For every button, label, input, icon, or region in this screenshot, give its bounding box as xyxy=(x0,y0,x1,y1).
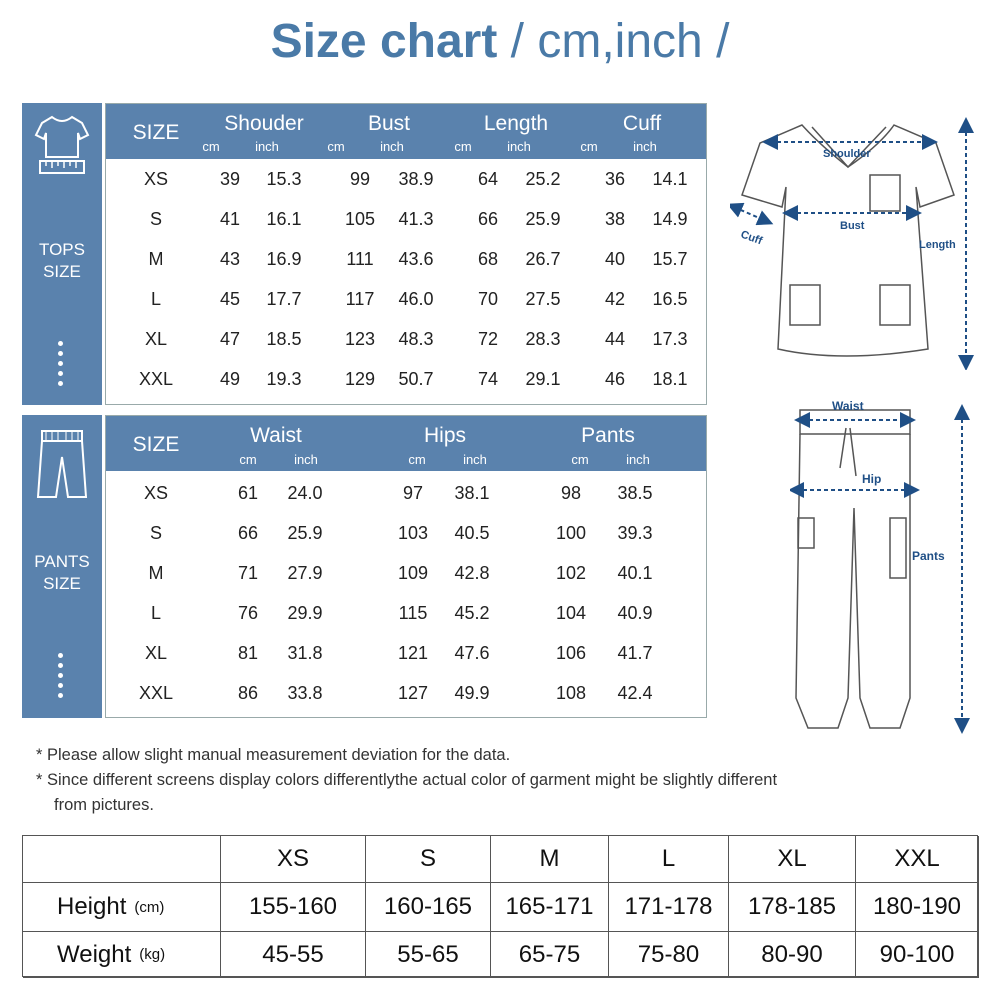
fit-size-header: XS xyxy=(221,836,366,883)
unit-cm: cm xyxy=(327,139,345,154)
height-weight-table xyxy=(22,835,978,977)
tops-value-cell: 45 xyxy=(219,289,241,309)
unit-cm: cm xyxy=(239,452,257,467)
tops-value-cell: 38 xyxy=(604,209,626,229)
fit-row-unit: (cm) xyxy=(134,898,165,916)
tops-size-table xyxy=(105,103,707,405)
tops-value-cell: 46 xyxy=(604,369,626,389)
fit-value-cell: 45-55 xyxy=(221,932,366,978)
unit-cm: cm xyxy=(454,139,472,154)
pants-value-cell: 40.9 xyxy=(617,603,653,623)
tops-size-cell: XS xyxy=(143,169,168,189)
pants-value-cell: 45.2 xyxy=(454,603,490,623)
tops-value-cell: 29.1 xyxy=(525,369,561,389)
pants-value-cell: 71 xyxy=(237,563,259,583)
tops-header-cuff: Cuff xyxy=(622,112,662,135)
pants-value-cell: 38.1 xyxy=(454,483,490,503)
pants-size-cell: XS xyxy=(143,483,168,503)
pants-value-cell: 103 xyxy=(397,523,429,543)
pants-icon xyxy=(36,429,88,501)
tops-value-cell: 64 xyxy=(477,169,499,189)
pants-value-cell: 31.8 xyxy=(287,643,323,663)
pants-value-cell: 40.5 xyxy=(454,523,490,543)
tops-value-cell: 36 xyxy=(604,169,626,189)
tops-value-cell: 15.7 xyxy=(652,249,688,269)
tops-value-cell: 41.3 xyxy=(398,209,434,229)
unit-cm: cm xyxy=(571,452,589,467)
tops-value-cell: 129 xyxy=(344,369,376,389)
pants-value-cell: 104 xyxy=(555,603,587,623)
pants-side-panel xyxy=(22,415,102,718)
dots-icon xyxy=(57,653,65,703)
pants-table-header xyxy=(106,416,706,471)
pants-value-cell: 61 xyxy=(237,483,259,503)
pants-size-cell: S xyxy=(149,523,162,543)
tops-value-cell: 14.9 xyxy=(652,209,688,229)
tops-value-cell: 16.1 xyxy=(266,209,302,229)
tops-size-cell: XL xyxy=(144,329,168,349)
tops-value-cell: 25.2 xyxy=(525,169,561,189)
pants-value-cell: 102 xyxy=(555,563,587,583)
fit-value-cell: 171-178 xyxy=(609,883,729,932)
fit-value-cell: 165-171 xyxy=(491,883,609,932)
pants-value-cell: 49.9 xyxy=(454,683,490,703)
unit-inch: inch xyxy=(633,139,657,154)
pants-side-label-1: PANTS xyxy=(34,552,90,571)
fit-row-label-text: Height xyxy=(57,893,127,920)
pants-value-cell: 97 xyxy=(402,483,424,503)
tops-value-cell: 16.5 xyxy=(652,289,688,309)
fit-size-header: XXL xyxy=(856,836,979,883)
tops-size-header: SIZE xyxy=(132,121,180,144)
tops-value-cell: 17.3 xyxy=(652,329,688,349)
pants-value-cell: 109 xyxy=(397,563,429,583)
tops-value-cell: 27.5 xyxy=(525,289,561,309)
tops-side-panel xyxy=(22,103,102,405)
tops-value-cell: 43 xyxy=(219,249,241,269)
tops-value-cell: 41 xyxy=(219,209,241,229)
waist-label: Waist xyxy=(832,399,864,413)
note-2: * Since different screens display colors differentlythe actual color of garment might be slightly different xyxy=(36,771,778,789)
fit-row-unit: (kg) xyxy=(139,946,166,963)
fit-value-cell: 55-65 xyxy=(366,932,491,978)
pants-value-cell: 40.1 xyxy=(617,563,653,583)
tops-value-cell: 39 xyxy=(219,169,241,189)
tops-value-cell: 111 xyxy=(346,249,374,269)
pants-value-cell: 106 xyxy=(555,643,587,663)
pants-side-label-2: SIZE xyxy=(43,574,81,593)
fit-row-label-text: Weight xyxy=(57,940,132,968)
length-label: Length xyxy=(919,239,956,251)
pants-size-cell: XXL xyxy=(138,683,174,703)
note-3: from pictures. xyxy=(54,796,154,814)
pants-value-cell: 121 xyxy=(397,643,429,663)
tops-value-cell: 68 xyxy=(477,249,499,269)
tops-value-cell: 16.9 xyxy=(266,249,302,269)
fit-size-header: S xyxy=(366,836,491,883)
pants-value-cell: 98 xyxy=(560,483,582,503)
fit-size-header: XL xyxy=(729,836,856,883)
unit-inch: inch xyxy=(463,452,487,467)
pants-size-header: SIZE xyxy=(132,433,180,456)
tops-value-cell: 26.7 xyxy=(525,249,561,269)
tops-size-cell: M xyxy=(148,249,164,269)
tops-side-label-1: TOPS xyxy=(39,240,85,259)
pants-header-pants: Pants xyxy=(581,424,635,447)
tops-value-cell: 18.1 xyxy=(652,369,688,389)
shirt-icon xyxy=(34,113,90,177)
tops-value-cell: 50.7 xyxy=(398,369,434,389)
fit-value-cell: 80-90 xyxy=(729,932,856,978)
fit-value-cell: 75-80 xyxy=(609,932,729,978)
tops-value-cell: 15.3 xyxy=(266,169,302,189)
pants-value-cell: 81 xyxy=(237,643,259,663)
title-units: / cm,inch / xyxy=(497,15,730,68)
page-title xyxy=(0,14,1000,69)
tops-value-cell: 28.3 xyxy=(525,329,561,349)
shoulder-label: Shoulder xyxy=(823,148,871,160)
tops-value-cell: 42 xyxy=(604,289,626,309)
pants-value-cell: 41.7 xyxy=(617,643,653,663)
tops-header-length: Length xyxy=(483,112,549,135)
pants-size-cell: L xyxy=(150,603,161,623)
fit-value-cell: 90-100 xyxy=(856,932,979,978)
tops-value-cell: 25.9 xyxy=(525,209,561,229)
pants-value-cell: 127 xyxy=(397,683,429,703)
shirt-measurement-diagram xyxy=(730,115,980,370)
tops-value-cell: 43.6 xyxy=(398,249,434,269)
tops-header-shouder: Shouder xyxy=(224,112,304,135)
pants-outline xyxy=(796,410,910,728)
table-corner-cell xyxy=(23,836,221,883)
unit-cm: cm xyxy=(580,139,598,154)
pants-value-cell: 42.8 xyxy=(454,563,490,583)
pants-value-cell: 38.5 xyxy=(617,483,653,503)
tops-value-cell: 74 xyxy=(477,369,499,389)
pants-value-cell: 66 xyxy=(237,523,259,543)
bust-label: Bust xyxy=(840,220,865,232)
hip-label: Hip xyxy=(862,472,882,486)
tops-value-cell: 48.3 xyxy=(398,329,434,349)
tops-value-cell: 44 xyxy=(604,329,626,349)
tops-value-cell: 19.3 xyxy=(266,369,302,389)
fit-value-cell: 155-160 xyxy=(221,883,366,932)
tops-side-label-2: SIZE xyxy=(43,262,81,281)
pants-size-cell: M xyxy=(148,563,164,583)
pants-value-cell: 47.6 xyxy=(454,643,490,663)
pants-value-cell: 29.9 xyxy=(287,603,323,623)
tops-value-cell: 47 xyxy=(219,329,241,349)
pants-size-table xyxy=(105,415,707,718)
tops-value-cell: 17.7 xyxy=(266,289,302,309)
fit-row-label xyxy=(23,932,221,978)
tops-value-cell: 66 xyxy=(477,209,499,229)
fit-value-cell: 178-185 xyxy=(729,883,856,932)
pants-header-hips: Hips xyxy=(423,424,466,447)
tops-value-cell: 38.9 xyxy=(398,169,434,189)
dots-icon xyxy=(57,341,65,391)
pants-length-label: Pants xyxy=(912,549,945,563)
cuff-label: Cuff xyxy=(738,228,764,248)
fit-size-header: L xyxy=(609,836,729,883)
pants-header-waist: Waist xyxy=(250,424,302,447)
pants-value-cell: 25.9 xyxy=(287,523,323,543)
unit-cm: cm xyxy=(202,139,220,154)
pants-value-cell: 86 xyxy=(237,683,259,703)
tops-table-header xyxy=(106,104,706,159)
tops-value-cell: 40 xyxy=(604,249,626,269)
fit-value-cell: 65-75 xyxy=(491,932,609,978)
tops-size-cell: L xyxy=(150,289,161,309)
pants-value-cell: 42.4 xyxy=(617,683,653,703)
pants-value-cell: 76 xyxy=(237,603,259,623)
tops-size-cell: XXL xyxy=(138,369,174,389)
fit-value-cell: 180-190 xyxy=(856,883,979,932)
pants-value-cell: 115 xyxy=(398,603,428,623)
note-1: * Please allow slight manual measurement deviation for the data. xyxy=(36,746,511,764)
pants-value-cell: 27.9 xyxy=(287,563,323,583)
unit-inch: inch xyxy=(507,139,531,154)
unit-inch: inch xyxy=(255,139,279,154)
tops-value-cell: 99 xyxy=(349,169,371,189)
unit-cm: cm xyxy=(408,452,426,467)
tops-value-cell: 70 xyxy=(477,289,499,309)
tops-value-cell: 49 xyxy=(219,369,241,389)
tops-header-bust: Bust xyxy=(367,112,411,135)
unit-inch: inch xyxy=(380,139,404,154)
pants-measurement-diagram xyxy=(790,398,980,738)
unit-inch: inch xyxy=(294,452,318,467)
tops-value-cell: 105 xyxy=(344,209,376,229)
fit-value-cell: 160-165 xyxy=(366,883,491,932)
tops-value-cell: 18.5 xyxy=(266,329,302,349)
pants-value-cell: 100 xyxy=(555,523,587,543)
pants-size-cell: XL xyxy=(144,643,168,663)
fit-size-header: M xyxy=(491,836,609,883)
tops-value-cell: 72 xyxy=(477,329,499,349)
tops-value-cell: 14.1 xyxy=(652,169,688,189)
pants-value-cell: 24.0 xyxy=(287,483,323,503)
tops-size-cell: S xyxy=(149,209,162,229)
tops-value-cell: 117 xyxy=(345,289,375,309)
tops-value-cell: 46.0 xyxy=(398,289,434,309)
unit-inch: inch xyxy=(626,452,650,467)
pants-value-cell: 108 xyxy=(555,683,587,703)
pants-value-cell: 39.3 xyxy=(617,523,653,543)
title-bold: Size chart xyxy=(270,15,498,68)
pants-value-cell: 33.8 xyxy=(287,683,323,703)
tops-value-cell: 123 xyxy=(344,329,376,349)
fit-row-label xyxy=(23,883,221,932)
